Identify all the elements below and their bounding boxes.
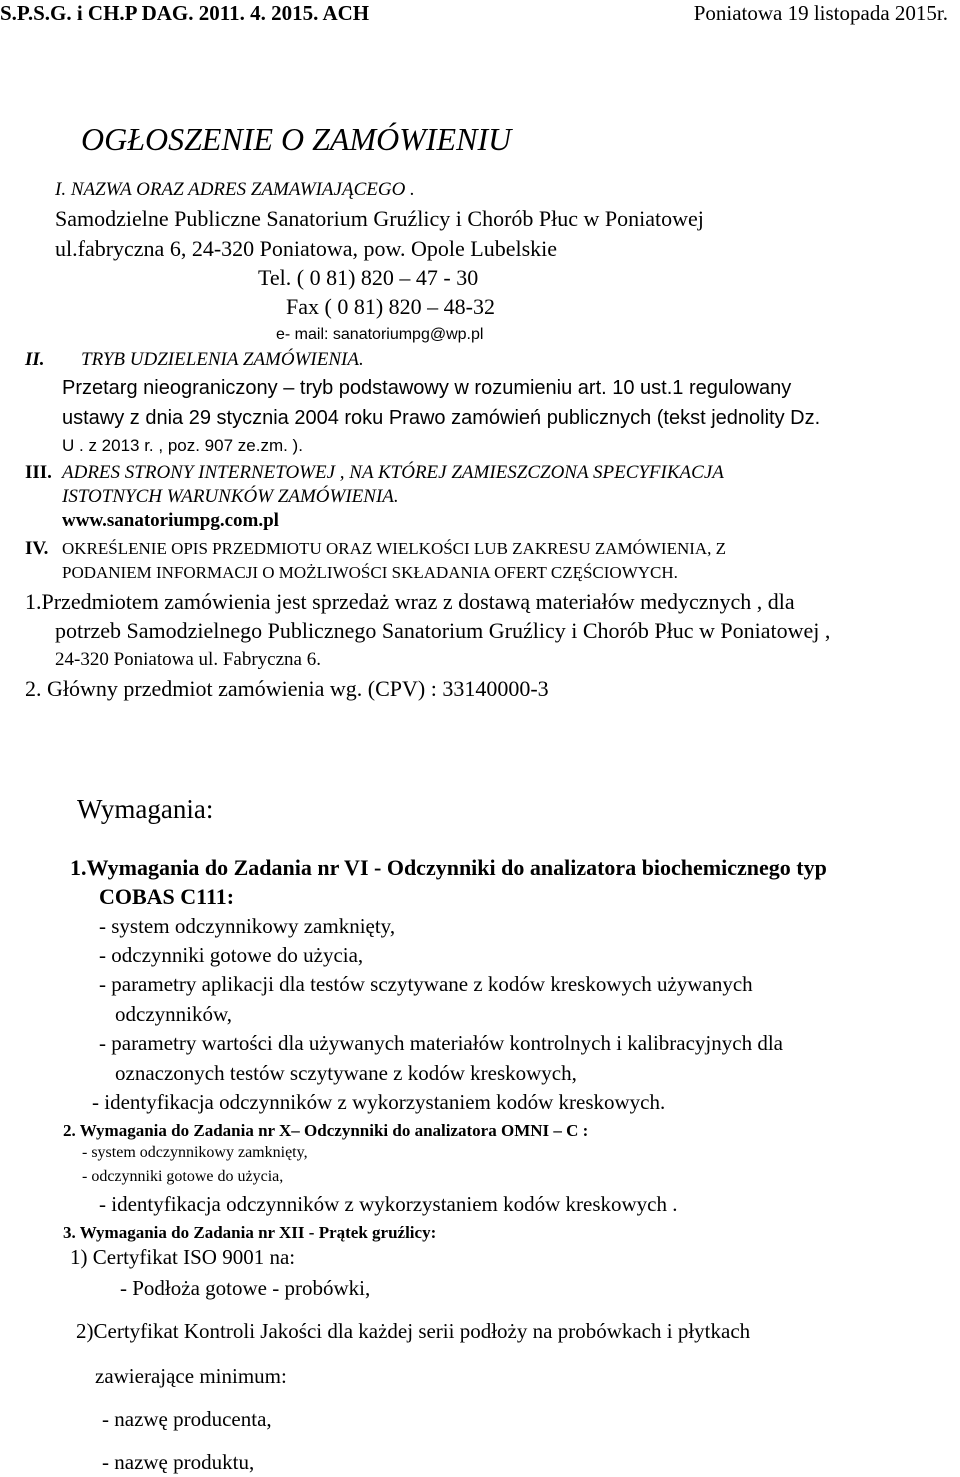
task-10-heading: 2. Wymagania do Zadania nr X– Odczynniki do analizatora OMNI – C : (63, 1121, 589, 1140)
task-10-item: - odczynniki gotowe do użycia, (82, 1168, 284, 1185)
institution-email: e- mail: sanatoriumpg@wp.pl (276, 326, 484, 343)
institution-phone: Tel. ( 0 81) 820 – 47 - 30 (258, 265, 479, 290)
section-4-para-1-line-3: 24-320 Poniatowa ul. Fabryczna 6. (55, 649, 321, 670)
task-6-item: - odczynniki gotowe do użycia, (99, 943, 364, 967)
section-2-line-1: Przetarg nieograniczony – tryb podstawowy w rozumieniu art. 10 ust.1 regulowany (62, 377, 792, 399)
task-10-item: - system odczynnikowy zamknięty, (82, 1144, 308, 1161)
quality-cert-line-1: 2)Certyfikat Kontroli Jakości dla każdej serii podłoży na probówkach i płytkach (76, 1319, 751, 1343)
institution-name: Samodzielne Publiczne Sanatorium Gruźlicy i Chorób Płuc w Poniatowej (55, 206, 704, 231)
task-6-item: - parametry aplikacji dla testów sczytywane z kodów kreskowych używanych (99, 972, 753, 996)
section-2-line-2: ustawy z dnia 29 stycznia 2004 roku Prawo zamówień publicznych (tekst jednolity Dz. (62, 407, 821, 429)
quality-cert-item: - nazwę produktu, (102, 1450, 255, 1474)
section-2-number: II. (25, 349, 45, 370)
section-3-heading-line-1: ADRES STRONY INTERNETOWEJ , NA KTÓREJ ZAMIESZCZONA SPECYFIKACJA (62, 462, 724, 483)
section-4-para-1-line-1: 1.Przedmiotem zamówienia jest sprzedaż wraz z dostawą materiałów medycznych , dla (25, 589, 795, 614)
institution-fax: Fax ( 0 81) 820 – 48-32 (286, 294, 495, 319)
task-6-item: - system odczynnikowy zamknięty, (99, 914, 396, 938)
task-10-item: - identyfikacja odczynników z wykorzystaniem kodów kreskowych . (99, 1192, 678, 1216)
quality-cert-line-2: zawierające minimum: (95, 1364, 287, 1388)
section-2-heading: TRYB UDZIELENIA ZAMÓWIENIA. (81, 349, 364, 370)
institution-address: ul.fabryczna 6, 24-320 Poniatowa, pow. Opole Lubelskie (55, 236, 558, 261)
iso-cert-item: - Podłoża gotowe - probówki, (120, 1276, 371, 1300)
task-12-heading: 3. Wymagania do Zadania nr XII - Prątek gruźlicy: (63, 1223, 437, 1242)
task-6-heading-line-1: 1.Wymagania do Zadania nr VI - Odczynniki do analizatora biochemicznego typ (70, 855, 827, 880)
task-6-item: oznaczonych testów sczytywane z kodów kreskowych, (115, 1061, 577, 1085)
task-6-item: - parametry wartości dla używanych materiałów kontrolnych i kalibracyjnych dla (99, 1031, 783, 1055)
section-4-heading-line-1: OKREŚLENIE OPIS PRZEDMIOTU ORAZ WIELKOŚCI LUB ZAKRESU ZAMÓWIENIA, Z (62, 539, 727, 558)
section-4-para-2: 2. Główny przedmiot zamówienia wg. (CPV) : 33140000-3 (25, 676, 549, 701)
task-6-item: - identyfikacja odczynników z wykorzystaniem kodów kreskowych. (92, 1090, 666, 1114)
document-date: Poniatowa 19 listopada 2015r. (693, 1, 948, 25)
section-3-heading-line-2: ISTOTNYCH WARUNKÓW ZAMÓWIENIA. (62, 486, 399, 507)
requirements-title: Wymagania: (77, 794, 214, 824)
section-4-para-1-line-2: potrzeb Samodzielnego Publicznego Sanatorium Gruźlicy i Chorób Płuc w Poniatowej , (55, 618, 831, 643)
task-6-item: odczynników, (115, 1002, 233, 1026)
section-2-line-3: U . z 2013 r. , poz. 907 ze.zm. ). (62, 436, 303, 455)
section-4-number: IV. (25, 538, 49, 559)
task-6-heading-line-2: COBAS C111: (99, 884, 235, 909)
section-4-heading-line-2: PODANIEM INFORMACJI O MOŻLIWOŚCI SKŁADANIA OFERT CZĘŚCIOWYCH. (62, 563, 678, 582)
quality-cert-item: - nazwę producenta, (102, 1407, 272, 1431)
document-sign: S.P.S.G. i CH.P DAG. 2011. 4. 2015. ACH (0, 1, 370, 25)
document-title: OGŁOSZENIE O ZAMÓWIENIU (81, 121, 512, 157)
section-1-heading: I. NAZWA ORAZ ADRES ZAMAWIAJĄCEGO . (55, 179, 415, 200)
website-link[interactable]: www.sanatoriumpg.com.pl (62, 510, 279, 531)
iso-cert-heading: 1) Certyfikat ISO 9001 na: (70, 1245, 296, 1269)
section-3-number: III. (25, 462, 52, 483)
